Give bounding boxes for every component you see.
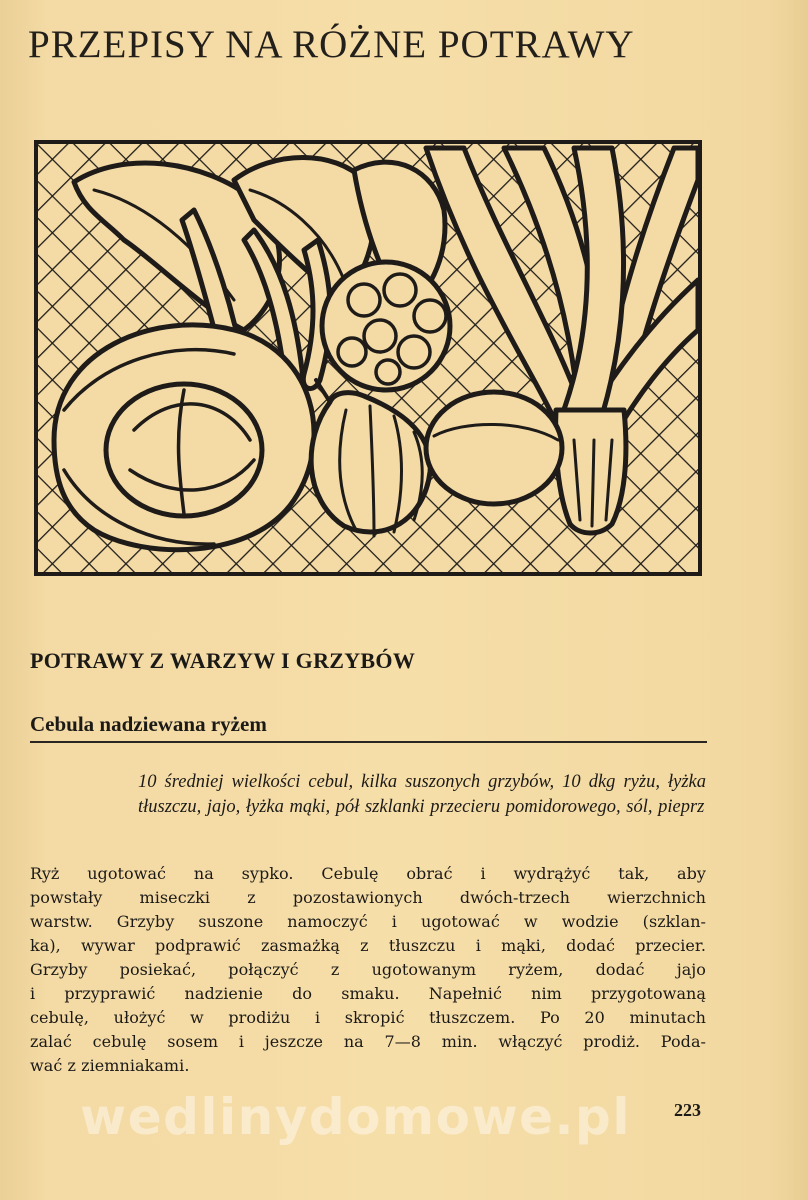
instruction-line: ka), wywar podprawić zasmażką z tłuszczu i mąki, dodać przecier. — [30, 936, 706, 955]
instruction-line: warstw. Grzyby suszone namoczyć i ugotować w wodzie (szklan- — [30, 912, 706, 931]
page-number: 223 — [674, 1100, 701, 1120]
instruction-line: zalać cebulę sosem i jeszcze na 7—8 min. włączyć prodiż. Poda- — [30, 1032, 706, 1051]
ingredients-list: 10 średniej wielkości cebul, kilka suszonych grzybów, 10 dkg ryżu, łyżka tłuszczu, jajo, łyżka mąki, pół szklanki przecieru pomidorowego, sól, pieprz — [138, 772, 706, 817]
instruction-line: powstały miseczki z pozostawionych dwóch-trzech wierzchnich — [30, 888, 706, 907]
instruction-line: Grzyby posiekać, połączyć z ugotowanym ryżem, dodać jajo — [30, 960, 706, 979]
page-title: PRZEPISY NA RÓŻNE POTRAWY — [28, 23, 635, 66]
recipe-instructions — [30, 862, 706, 1078]
watermark: wedlinydomowe.pl — [80, 1088, 631, 1146]
section-title: POTRAWY Z WARZYW I GRZYBÓW — [30, 648, 416, 673]
instruction-line: wać z ziemniakami. — [30, 1056, 190, 1075]
instruction-line: cebulę, ułożyć w prodiżu i skropić tłuszczem. Po 20 minutach — [30, 1008, 706, 1027]
instruction-line: i przyprawić nadzienie do smaku. Napełnić nim przygotowaną — [30, 984, 706, 1003]
vegetables-illustration — [34, 140, 702, 576]
instruction-line: Ryż ugotować na sypko. Cebulę obrać i wydrążyć tak, aby — [30, 864, 706, 883]
recipe-title-divider — [30, 741, 707, 743]
recipe-title: Cebula nadziewana ryżem — [30, 712, 267, 736]
